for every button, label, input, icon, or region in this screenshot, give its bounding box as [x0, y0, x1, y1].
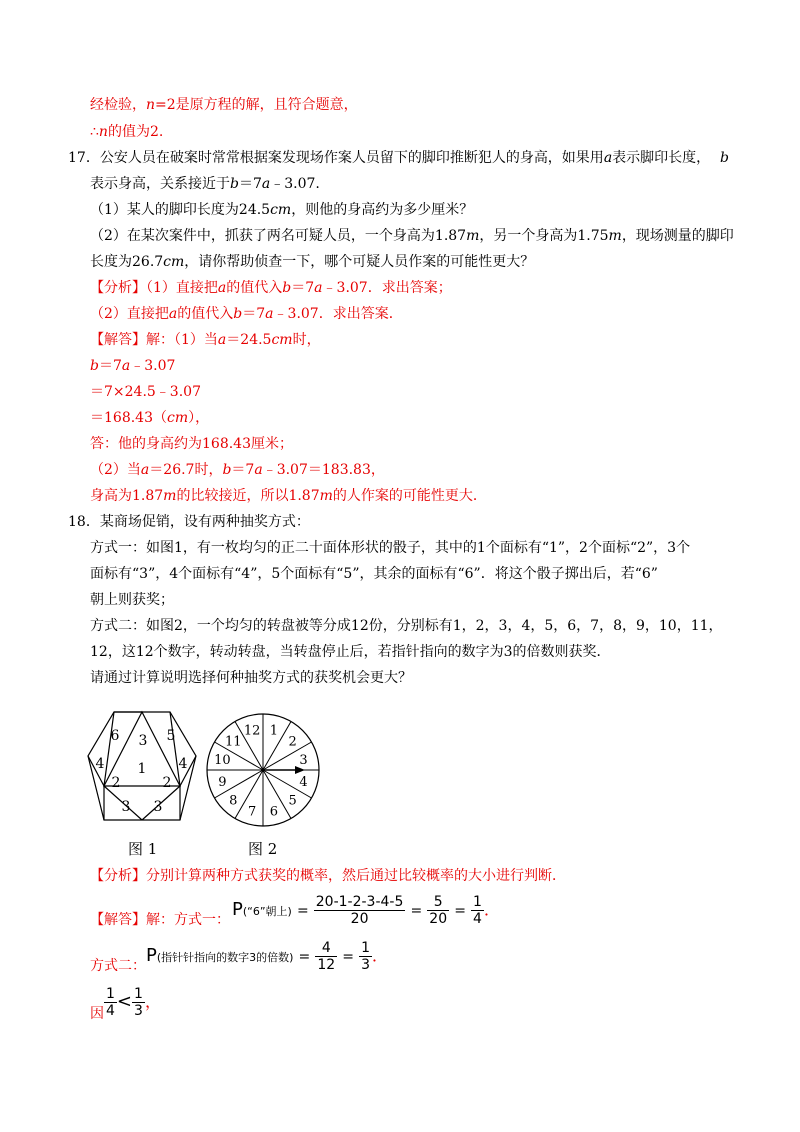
- solution-17-line-5: 答：他的身高约为168.43厘米；: [90, 436, 293, 452]
- solution-17-line-2: [90, 356, 175, 376]
- numerator: 1: [473, 894, 482, 910]
- text: b: [282, 280, 292, 296]
- text: 经检验，: [90, 97, 146, 113]
- text: b: [230, 176, 239, 192]
- text: m: [608, 228, 622, 244]
- face-label: 6: [110, 728, 120, 744]
- face-label: 3: [121, 799, 131, 815]
- fraction: [471, 894, 484, 927]
- text: ＝26.7时，: [149, 462, 223, 478]
- denominator: 3: [361, 957, 371, 973]
- spinner-label: 8: [229, 793, 238, 809]
- face-label: 4: [95, 756, 105, 772]
- figure-1-caption: 图 1: [128, 840, 158, 858]
- fraction: [315, 940, 337, 973]
- text: 【分析】（1）直接把: [90, 280, 218, 296]
- text: 表示身高，关系接近于: [90, 176, 230, 192]
- denominator: 3: [134, 1003, 143, 1019]
- prob-symbol: P: [146, 945, 157, 966]
- denominator: 20: [350, 911, 369, 927]
- analysis-17-line-2: [90, 304, 403, 324]
- text: ．: [483, 900, 500, 919]
- text: a: [261, 176, 271, 192]
- denominator: 4: [106, 1003, 115, 1019]
- equals: =: [454, 903, 466, 919]
- text: （1）某人的脚印长度为24.5: [90, 202, 271, 218]
- spinner-label: 6: [269, 804, 279, 820]
- text: ﹣3.07．求出答案．: [273, 306, 403, 322]
- text: 长度为26.7: [90, 254, 164, 270]
- text: a: [254, 462, 263, 478]
- text: ，则他的身高约为多少厘米？: [291, 202, 474, 218]
- solution-17-line-6: [90, 460, 385, 480]
- text: a: [217, 280, 227, 296]
- text: b: [233, 306, 243, 322]
- text: ．: [372, 946, 389, 965]
- numerator: 1: [361, 940, 371, 956]
- spinner-label: 9: [218, 774, 227, 790]
- spinner-label: 2: [288, 734, 297, 750]
- spinner-label: 12: [243, 723, 261, 739]
- text: m: [163, 488, 177, 504]
- text: 时，: [292, 332, 321, 348]
- solution-17-line-4: [90, 408, 209, 428]
- spinner-label: 11: [225, 734, 242, 750]
- text: a: [603, 150, 613, 166]
- face-label: 2: [162, 775, 172, 791]
- answer-line-1: [90, 95, 358, 115]
- equals: =: [298, 949, 311, 965]
- spinner-label: 7: [247, 804, 257, 820]
- text: 的值为2.: [107, 124, 164, 140]
- text: b: [222, 462, 232, 478]
- text: n: [98, 124, 108, 140]
- face-label: 5: [166, 728, 176, 744]
- figure-2-spinner: [205, 712, 321, 828]
- prob-event: (“6”朝上): [242, 905, 292, 918]
- text: 的值代入: [177, 306, 234, 322]
- text: 的人作案的可能性更大．: [332, 488, 487, 504]
- analysis-18: 【分析】分别计算两种方式获奖的概率，然后通过比较概率的大小进行判断．: [90, 868, 566, 884]
- equals: =: [296, 903, 309, 919]
- text: ＝7: [231, 462, 255, 478]
- spinner-label: 3: [299, 753, 308, 769]
- question-18-line-5: 方式二：如图2，一个均匀的转盘被等分成12份，分别标有1，2，3，4，5，6，7，8，9，10，11，: [90, 618, 723, 634]
- text: 表示脚印长度，: [612, 150, 711, 166]
- text: m: [466, 228, 480, 244]
- text: ，另一个身高为1.75: [479, 228, 609, 244]
- edge: [170, 712, 180, 786]
- text: ﹣3.07．求出答案；: [322, 280, 452, 296]
- analysis-17-line-1: [90, 278, 452, 298]
- text: a: [265, 306, 274, 322]
- text: a: [121, 358, 131, 374]
- text: （2）在某次案件中，抓获了两名可疑人员，一个身高为1.87: [90, 228, 467, 244]
- text: n: [146, 97, 156, 113]
- text: 【解答】解：（1）当: [90, 332, 218, 348]
- text: ，现场测量的脚印: [621, 228, 734, 244]
- spinner-label: 1: [269, 723, 279, 739]
- text: a: [217, 332, 227, 348]
- formula-compare: [104, 986, 161, 1019]
- text: ﹣3.07＝183.83，: [262, 462, 385, 478]
- solution-17-line-7: [90, 486, 487, 506]
- text: ＝24.5: [226, 332, 272, 348]
- numerator: 1: [106, 986, 115, 1002]
- solution-17-line-3: ＝7×24.5﹣3.07: [90, 384, 201, 400]
- text: a: [314, 280, 323, 296]
- text: ），: [188, 410, 210, 426]
- spinner-label: 5: [288, 793, 297, 809]
- denominator: 4: [473, 911, 482, 927]
- equals: =: [410, 903, 423, 919]
- text: ＝7: [242, 306, 266, 322]
- text: ＝7: [238, 176, 262, 192]
- text: 的比较接近，所以1.87: [176, 488, 320, 504]
- formula-method-1: [232, 894, 500, 927]
- figure-2-caption: 图 2: [248, 840, 278, 858]
- face-label: 3: [138, 733, 148, 749]
- numerator: 20-1-2-3-4-5: [315, 894, 404, 910]
- text: cm: [270, 202, 292, 218]
- face-label: 3: [153, 799, 163, 815]
- fraction: [132, 986, 145, 1019]
- question-17-line-2: [90, 174, 320, 194]
- text: m: [319, 488, 333, 504]
- text: ，: [144, 992, 161, 1011]
- numerator: 4: [315, 940, 337, 957]
- question-18-line-3: 面标有“3”，4个面标有“4”，5个面标有“5”，其余的面标有“6”．将这个骰子掷出后，若“6”: [90, 566, 658, 582]
- text: cm: [163, 254, 185, 270]
- question-17-var-b: b: [720, 150, 729, 166]
- question-18-line-2: 方式一：如图1，有一枚均匀的正二十面体形状的骰子，其中的1个面标有“1”，2个面标“2”，3个: [90, 540, 691, 556]
- numerator: 5: [427, 894, 449, 911]
- fraction: [314, 894, 406, 927]
- text: 17．公安人员在破案时常常根据案发现场作案人员留下的脚印推断犯人的身高，如果用: [68, 150, 604, 166]
- text: a: [140, 462, 150, 478]
- denominator: 12: [317, 957, 336, 973]
- text: ＝168.43（: [90, 410, 167, 426]
- text: ＝7: [98, 358, 122, 374]
- face-label: 1: [137, 761, 147, 777]
- spinner-label: 10: [214, 753, 231, 769]
- text: （2）直接把: [90, 306, 169, 322]
- question-17-part-2-cont: [90, 252, 534, 272]
- text: ，请你帮助侦查一下，哪个可疑人员作案的可能性更大？: [184, 254, 535, 270]
- text: ﹣3.07.: [270, 176, 320, 192]
- formula-method-2: [146, 940, 388, 973]
- text: b: [90, 358, 99, 374]
- equals: =: [342, 949, 355, 965]
- question-18-line-4: 朝上则获奖；: [90, 592, 174, 608]
- solution-17-line-1: [90, 330, 321, 350]
- question-17-part-1: [90, 200, 473, 220]
- prob-symbol: P: [232, 899, 243, 920]
- text: cm: [167, 410, 189, 426]
- face-label: 2: [111, 775, 121, 791]
- prob-event: (指针针指向的数字3的倍数): [156, 951, 294, 964]
- question-18-line-1: 18．某商场促销，设有两种抽奖方式：: [68, 514, 310, 530]
- text: =2是原方程的解，且符合题意，: [155, 97, 358, 113]
- fraction: [427, 894, 449, 927]
- question-18-line-7: 请通过计算说明选择何种抽奖方式的获奖机会更大？: [90, 670, 412, 686]
- numerator: 1: [134, 986, 143, 1002]
- text: 身高为1.87: [90, 488, 164, 504]
- question-17-line-1: [68, 148, 710, 168]
- text: ＝7: [291, 280, 315, 296]
- less-than: <: [116, 991, 133, 1012]
- text: ﹣3.07: [130, 358, 176, 374]
- text: （2）当: [90, 462, 141, 478]
- text: ∴: [90, 124, 99, 140]
- solution-18-label-2: 方式二：: [90, 958, 146, 974]
- solution-18-label-3: 因: [90, 1006, 104, 1022]
- answer-line-2: [90, 122, 163, 142]
- spinner-label: 4: [299, 774, 308, 790]
- question-18-line-6: 12，这12个数字，转动转盘，当转盘停止后，若指针指向的数字为3的倍数则获奖．: [90, 644, 611, 660]
- fraction: [104, 986, 117, 1019]
- question-17-part-2: [90, 226, 734, 246]
- solution-18-label-1: 【解答】解：方式一：: [90, 912, 230, 928]
- denominator: 20: [429, 911, 448, 927]
- text: cm: [271, 332, 293, 348]
- face-label: 4: [178, 756, 188, 772]
- fraction: [359, 940, 372, 973]
- text: a: [168, 306, 178, 322]
- figure-1-icosahedron: [86, 710, 198, 824]
- text: 的值代入: [226, 280, 283, 296]
